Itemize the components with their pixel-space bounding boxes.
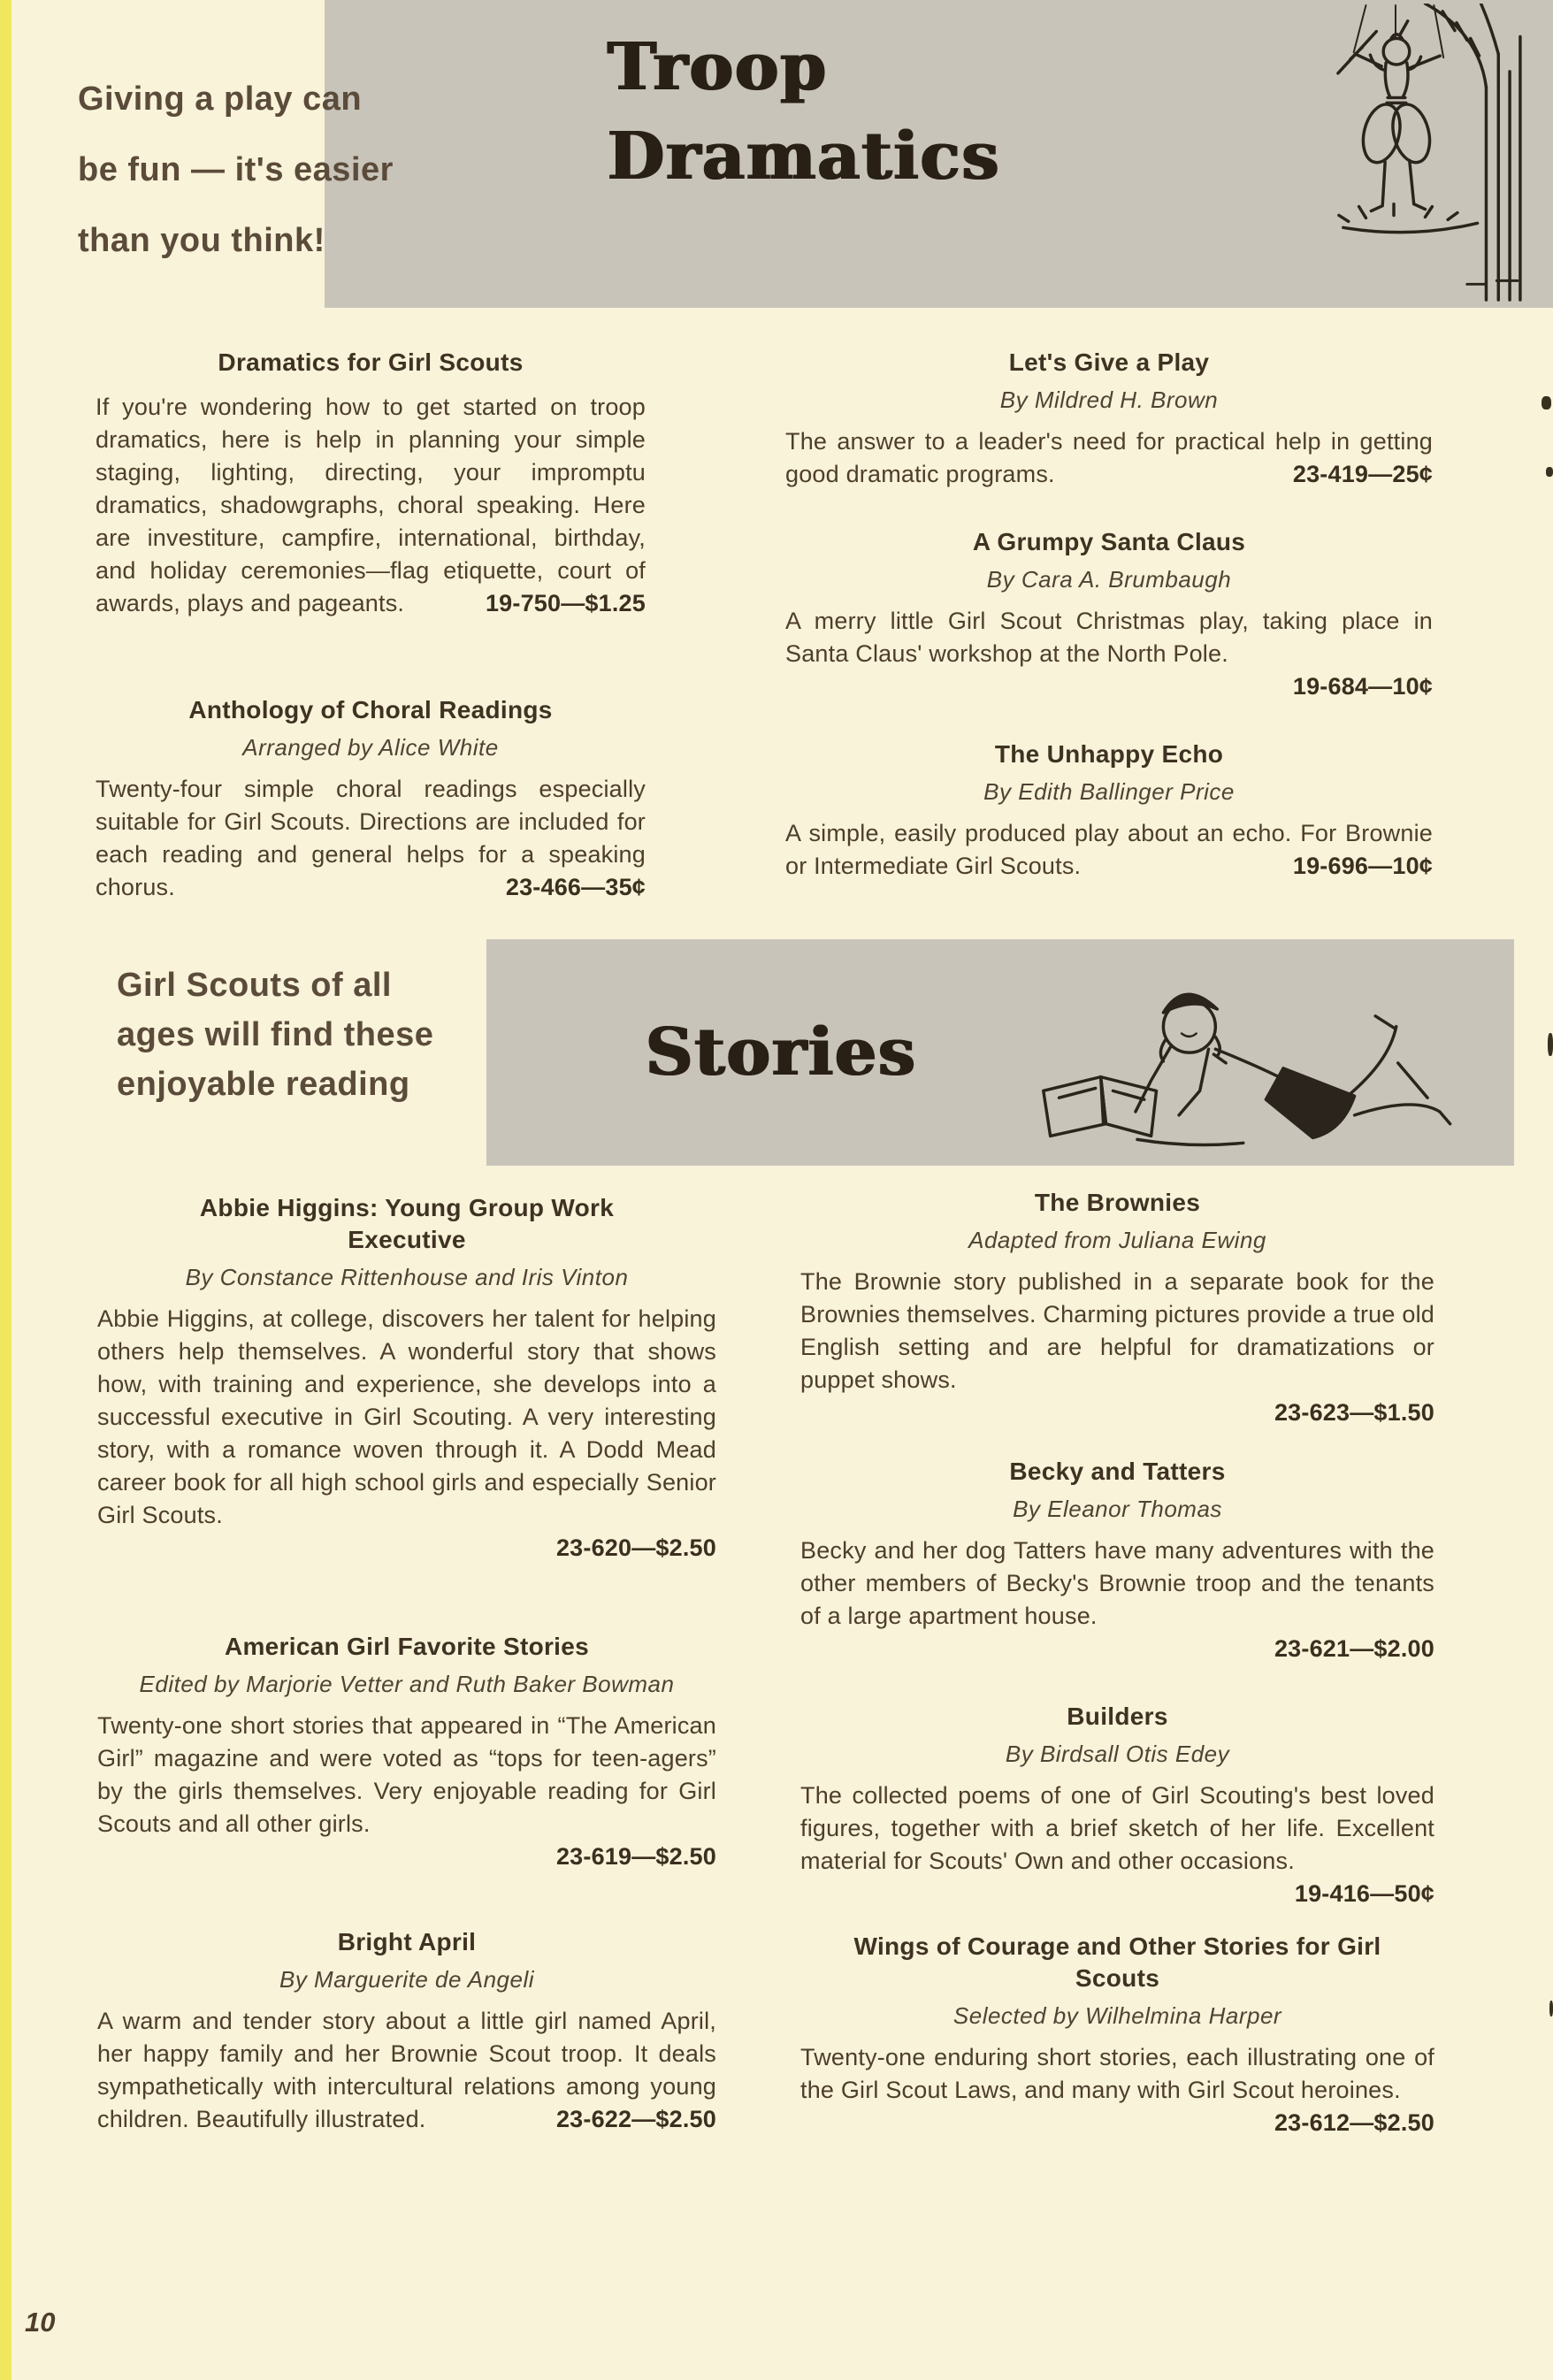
book-title: The Brownies xyxy=(1034,1189,1201,1216)
stories-title: Stories xyxy=(646,1014,917,1091)
banner-title-line: Dramatics xyxy=(608,119,1001,195)
blurb-line: Giving a play can xyxy=(78,80,363,118)
catalog-number-price: 23-466—35¢ xyxy=(505,874,646,900)
catalog-number-price: 19-696—10¢ xyxy=(1292,853,1433,879)
scan-mark xyxy=(1546,467,1553,477)
catalog-number-price: 23-419—25¢ xyxy=(1292,461,1433,487)
book-title: Dramatics for Girl Scouts xyxy=(218,348,524,376)
book-description xyxy=(785,425,1433,491)
catalog-number-price: 19-750—$1.25 xyxy=(485,590,646,616)
book-description-text: Twenty-four simple choral readings especially suitable for Girl Scouts. Directions are included for each reading and general helps for a speaking chorus. xyxy=(96,776,646,900)
stories-blurb xyxy=(117,960,433,1109)
book-entry-wings-of-courage xyxy=(800,1931,1434,2136)
marionette-puppet-icon xyxy=(1261,4,1526,304)
blurb-line: enjoyable reading xyxy=(117,1066,410,1103)
book-byline: By Edith Ballinger Price xyxy=(983,778,1235,805)
banner-title-line: Troop xyxy=(608,29,829,105)
book-byline: By Cara A. Brumbaugh xyxy=(986,566,1232,593)
book-description xyxy=(97,1710,716,1873)
stories-left-column xyxy=(97,1192,716,2136)
blurb-line: ages will find these xyxy=(117,1016,434,1053)
book-title: American Girl Favorite Stories xyxy=(224,1633,590,1660)
book-entry-the-brownies xyxy=(800,1187,1434,1429)
book-description xyxy=(97,2005,716,2136)
scan-mark xyxy=(1542,396,1551,409)
troop-dramatics-banner xyxy=(325,0,1553,308)
book-byline: By Birdsall Otis Edey xyxy=(1005,1741,1230,1767)
book-description xyxy=(96,773,646,904)
catalog-number-price: 19-416—50¢ xyxy=(1294,1880,1434,1907)
girl-reading-icon xyxy=(1003,959,1463,1159)
troop-dramatics-title xyxy=(608,23,1000,202)
blurb-line: be fun — it's easier xyxy=(78,151,394,188)
book-byline: Edited by Marjorie Vetter and Ruth Baker Bowman xyxy=(139,1671,675,1697)
book-title: Builders xyxy=(1067,1703,1168,1730)
book-description-text: If you're wondering how to get started on troop dramatics, here is help in planning your simple staging, lighting, directing, your impromptu dramatics, shadowgraphs, choral speaking. Here are investiture, campfire, international, birthday, and holiday ceremonies—flag etiquette, court of awards, plays and pageants. xyxy=(96,394,646,616)
dramatics-blurb xyxy=(78,64,394,276)
book-description xyxy=(785,817,1433,883)
book-title: Anthology of Choral Readings xyxy=(188,696,553,723)
book-description xyxy=(800,1534,1434,1665)
book-entry-anthology-of-choral-readings xyxy=(96,694,646,904)
catalog-number-price: 23-621—$2.00 xyxy=(1274,1635,1434,1662)
stories-banner xyxy=(486,939,1514,1166)
book-description xyxy=(800,1779,1434,1907)
book-description xyxy=(800,1266,1434,1429)
catalog-number-price: 19-684—10¢ xyxy=(1292,673,1433,700)
catalog-number-price: 23-622—$2.50 xyxy=(555,2106,716,2132)
catalog-number-price: 23-620—$2.50 xyxy=(555,1534,716,1561)
book-title: Becky and Tatters xyxy=(1009,1458,1226,1485)
book-byline: By Eleanor Thomas xyxy=(1013,1496,1222,1522)
book-byline: Adapted from Juliana Ewing xyxy=(968,1227,1266,1253)
book-entry-becky-and-tatters xyxy=(800,1456,1434,1665)
book-description-text: Twenty-one enduring short stories, each illustrating one of the Girl Scout Laws, and many with Girl Scout heroines. xyxy=(800,2044,1434,2103)
book-title: A Grumpy Santa Claus xyxy=(972,528,1246,555)
book-byline: By Mildred H. Brown xyxy=(999,386,1219,413)
book-description-text: Abbie Higgins, at college, discovers her talent for helping others help themselves. A wonderful story that shows how, with training and experience, she develops into a successful executive in Girl Scouting. A very interesting story, with a romance woven through it. A Dodd Mead career book for all high school girls and especially Senior Girl Scouts. xyxy=(97,1305,716,1528)
book-description xyxy=(785,605,1433,703)
book-entry-the-unhappy-echo xyxy=(785,738,1433,883)
book-title: Abbie Higgins: Young Group Work Executive xyxy=(199,1194,615,1253)
book-entry-dramatics-for-girl-scouts xyxy=(96,347,646,620)
book-description-text: The answer to a leader's need for practical help in getting good dramatic programs. xyxy=(785,428,1433,487)
book-title: Wings of Courage and Other Stories for Girl Scouts xyxy=(853,1932,1381,1992)
book-description-text: A warm and tender story about a little girl named April, her happy family and her Brownie Scout troop. It deals sympathetically with intercultural relations among young children. Beautifully illustrated. xyxy=(97,2008,716,2132)
catalog-number-price: 23-612—$2.50 xyxy=(1274,2109,1434,2136)
dramatics-left-column xyxy=(96,347,646,904)
book-description xyxy=(97,1303,716,1565)
book-entry-lets-give-a-play xyxy=(785,347,1433,491)
book-byline: Selected by Wilhelmina Harper xyxy=(952,2002,1282,2029)
book-description-text: The collected poems of one of Girl Scouting's best loved figures, together with a brief sketch of her life. Excellent material for Scouts' Own and other occasions. xyxy=(800,1782,1434,1874)
book-title: Bright April xyxy=(337,1928,477,1955)
book-description xyxy=(96,391,646,620)
stories-right-column xyxy=(800,1187,1434,2139)
scan-mark xyxy=(1549,2001,1553,2016)
catalog-number-price: 23-619—$2.50 xyxy=(555,1843,716,1870)
scan-mark xyxy=(1548,1033,1553,1056)
book-description-text: The Brownie story published in a separate book for the Brownies themselves. Charming pictures provide a true old English setting and are helpful for dramatizations or puppet shows. xyxy=(800,1268,1434,1393)
book-description-text: Twenty-one short stories that appeared in “The American Girl” magazine and were voted as “tops for teen-agers” by the girls themselves. Very enjoyable reading for Girl Scouts and all other girls. xyxy=(97,1712,716,1837)
book-entry-abbie-higgins xyxy=(97,1192,716,1565)
page-number: 10 xyxy=(25,2307,56,2338)
book-description-text: Becky and her dog Tatters have many adventures with the other members of Becky's Brownie troop and the tenants of a large apartment house. xyxy=(800,1537,1434,1629)
book-byline: Arranged by Alice White xyxy=(242,734,499,761)
scan-edge-strip xyxy=(0,0,11,2380)
dramatics-right-column xyxy=(785,347,1433,883)
book-entry-bright-april xyxy=(97,1926,716,2136)
book-title: Let's Give a Play xyxy=(1008,348,1210,376)
book-byline: By Marguerite de Angeli xyxy=(279,1966,535,1993)
book-entry-builders xyxy=(800,1701,1434,1907)
book-entry-american-girl-favorite-stories xyxy=(97,1631,716,1873)
book-description-text: A simple, easily produced play about an echo. For Brownie or Intermediate Girl Scouts. xyxy=(785,820,1433,879)
book-entry-a-grumpy-santa-claus xyxy=(785,526,1433,703)
catalog-number-price: 23-623—$1.50 xyxy=(1274,1399,1434,1426)
blurb-line: Girl Scouts of all xyxy=(117,967,392,1004)
book-description xyxy=(800,2041,1434,2136)
book-byline: By Constance Rittenhouse and Iris Vinton xyxy=(185,1264,629,1290)
book-description-text: A merry little Girl Scout Christmas play, taking place in Santa Claus' workshop at the North Pole. xyxy=(785,608,1433,667)
blurb-line: than you think! xyxy=(78,222,325,259)
book-title: The Unhappy Echo xyxy=(994,740,1224,768)
